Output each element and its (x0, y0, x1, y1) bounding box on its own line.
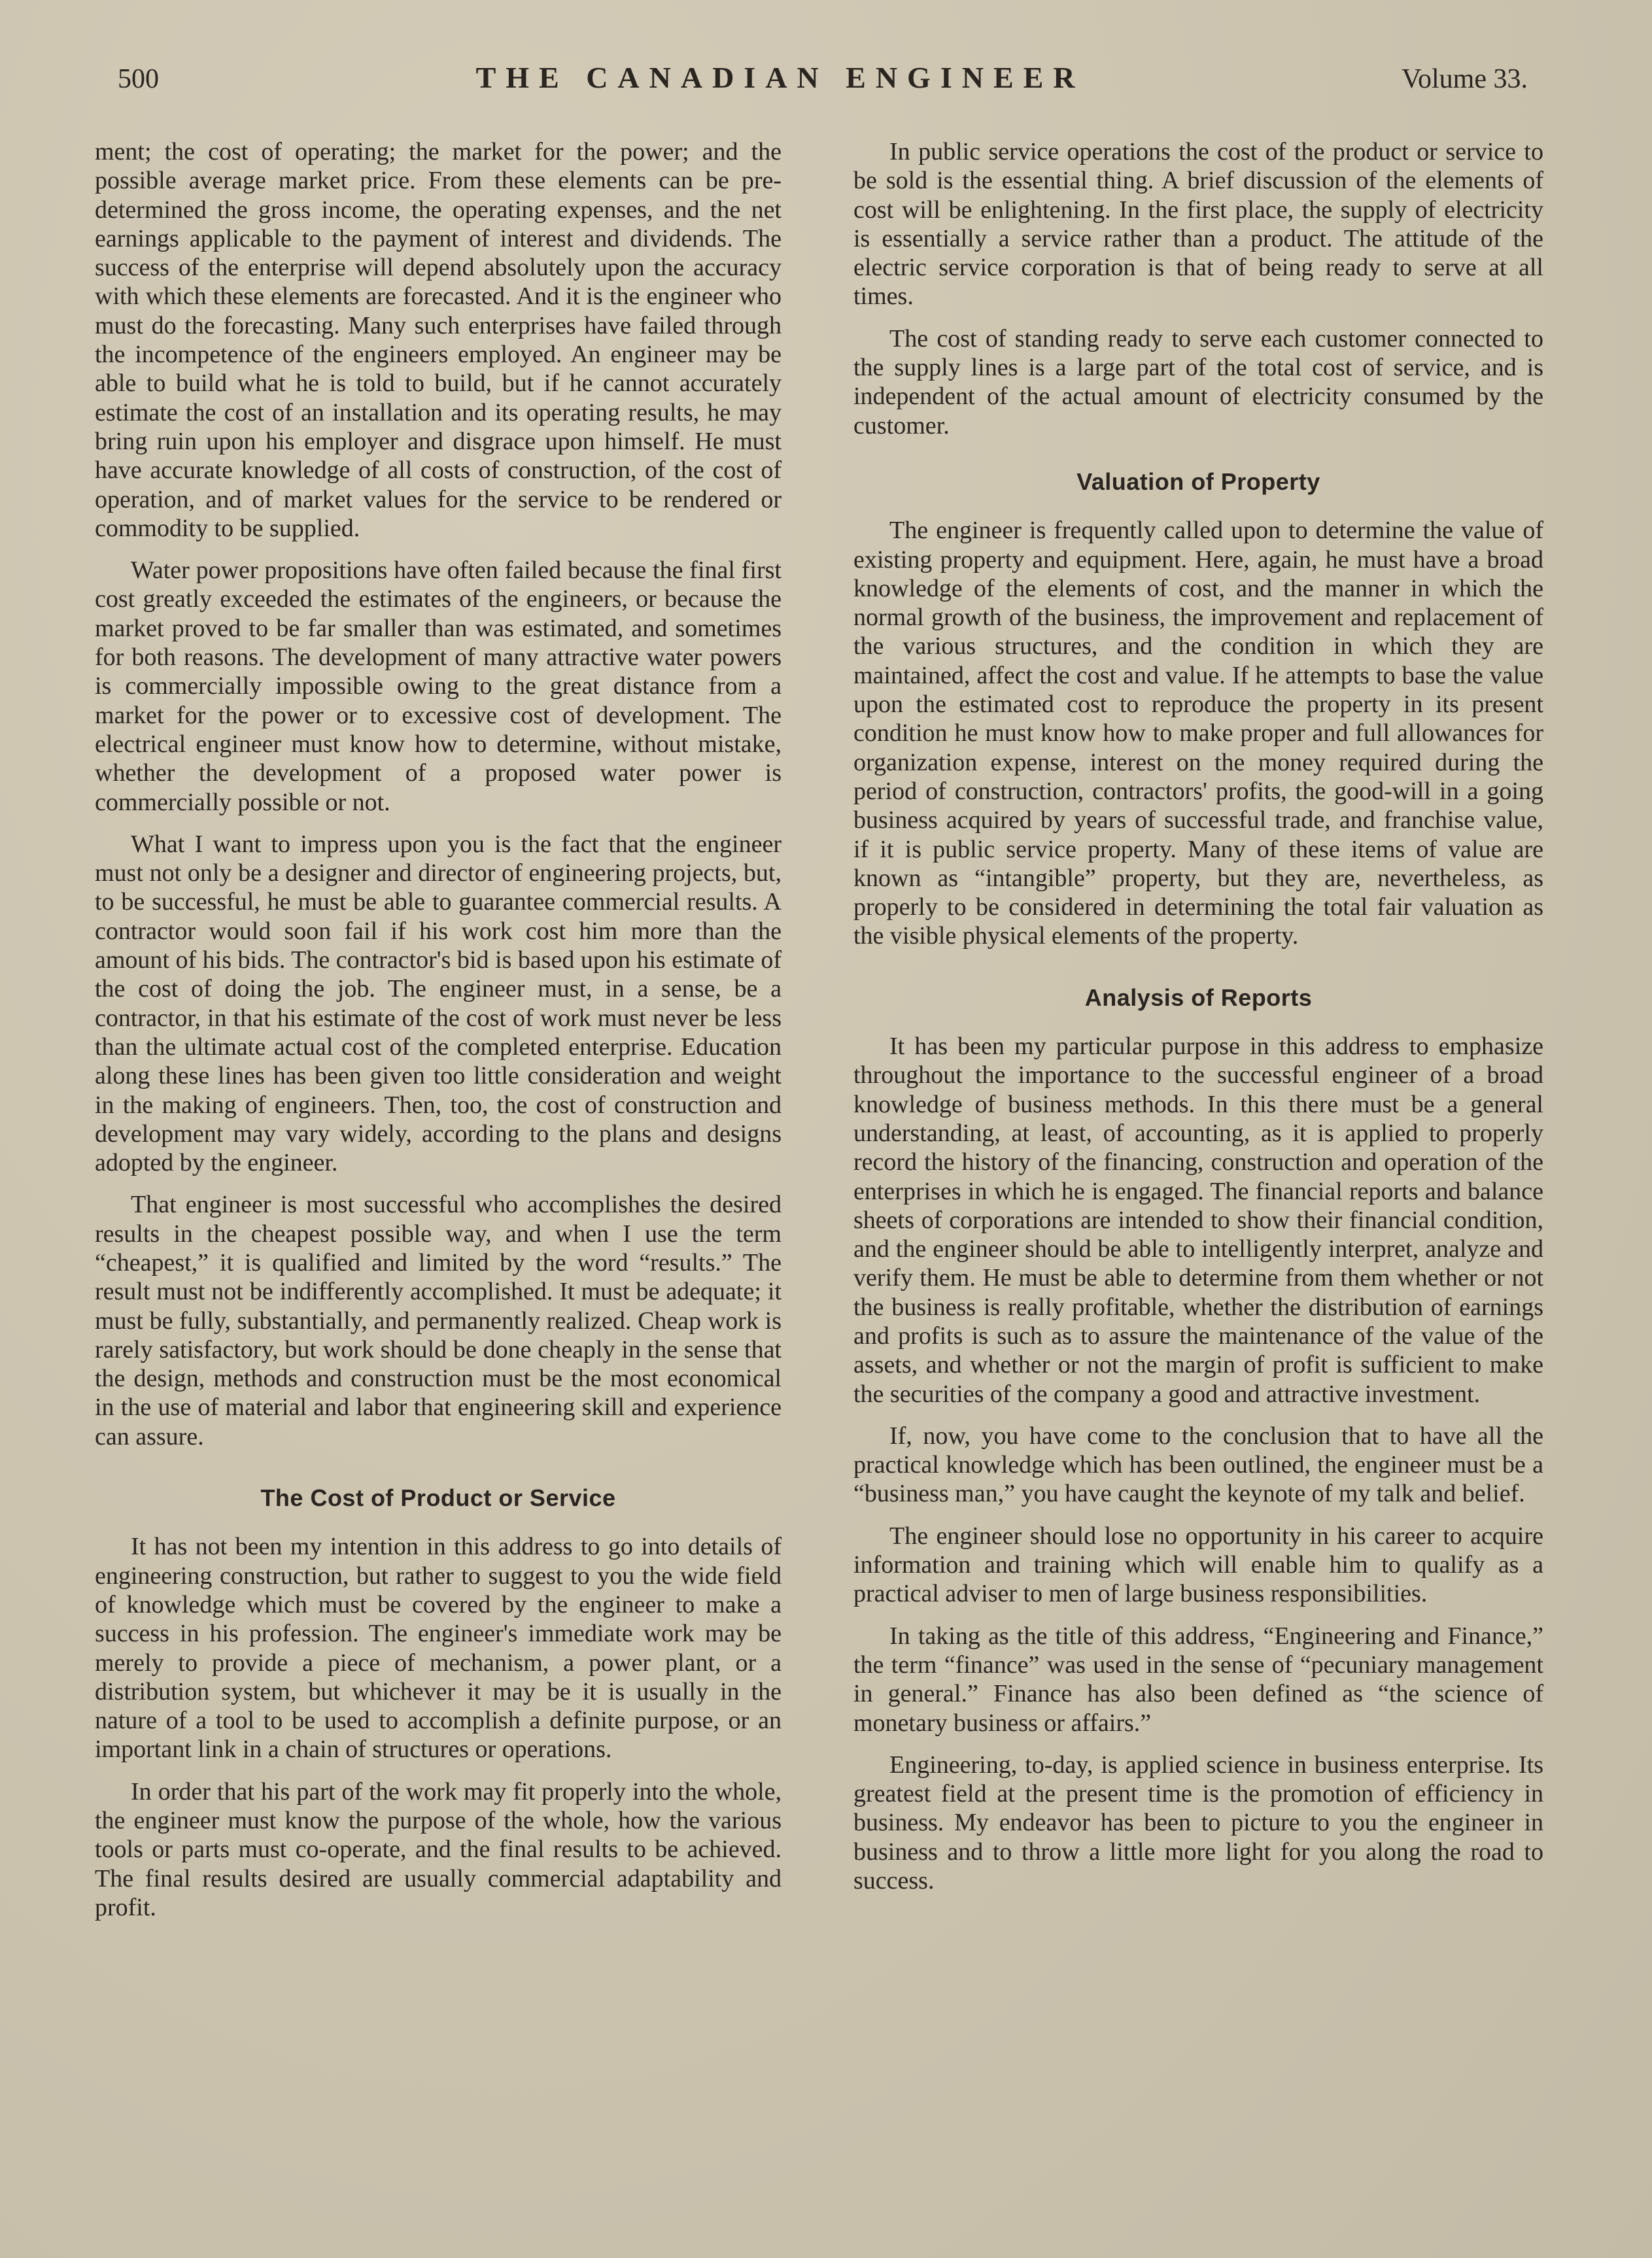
paragraph: That engineer is most successful who accomplishes the desired results in the cheapest possible way, and when I use the term “cheapest,” it is qualified and limited by the word “results.” The result must not be indifferently accomplished. It must be adequate; it must be fully, substantially, and permanently realized. Cheap work is rarely satisfactory, but work should be done cheaply in the sense that the design, methods and construction must be the most economical in the use of material and labor that engineering skill and experience can assure. (95, 1191, 782, 1450)
paragraph: The engineer is frequently called upon to determine the value of existing property and equipment. Here, again, he must have a broad knowledge of the elements of cost, and the manner in which the normal growth of the business, the improvement and replacement of the various structures, and the condition in which they are maintained, affect the cost and value. If he attempts to base the value upon the estimated cost to reproduce the property in its present condition he must know how to make proper and full allowances for organization expense, interest on the money required during the period of construction, contractors' profits, the good-will in a going business acquired by years of successful trade, and franchise value, if it is public service property. Many of these items of value are known as “intangible” property, but they are, nevertheless, as properly to be considered in determining the total fair valuation as the visible physical elements of the property. (853, 517, 1543, 950)
paragraph: Water power propositions have often failed because the final first cost greatly exceeded the estimates of the engineers, or because the market proved to be far smaller than was estimated, and sometimes for both reasons. The development of many attractive water powers is commercially impossible owing to the great distance from a market for the power or to excessive cost of development. The electrical engineer must know how to determine, without mistake, whether the development of a proposed water power is commercially possible or not. (95, 556, 782, 816)
paragraph: What I want to impress upon you is the fact that the engineer must not only be a designer and director of engineering projects, but, to be successful, he must be able to guarantee commercial results. A contractor would soon fail if his work cost him more than the amount of his bids. The contractor's bid is based upon his estimate of the cost of doing the job. The engineer must, in a sense, be a contractor, in that his estimate of the cost of work must never be less than the ultimate actual cost of the completed enterprise. Education along these lines has been given too little consideration and weight in the making of engineers. Then, too, the cost of construction and development may vary widely, according to the plans and designs adopted by the engineer. (95, 830, 782, 1177)
paragraph: The engineer should lose no opportunity in his career to acquire information and training which will enable him to qualify as a practical adviser to men of large business responsibilities. (853, 1522, 1543, 1608)
journal-title: THE CANADIAN ENGINEER (475, 61, 1085, 94)
paragraph: Engineering, to-day, is applied science in business enterprise. Its greatest field at the present time is the promotion of efficiency in business. My endeavor has been to picture to you the engineer in business and to throw a little more light for you along the road to success. (853, 1751, 1543, 1895)
right-column (853, 137, 1543, 1908)
page-number: 500 (118, 64, 159, 94)
paragraph: In taking as the title of this address, “Engineering and Finance,” the term “finance” was used in the sense of “pecuniary management in general.” Finance has also been defined as “the science of monetary business or affairs.” (853, 1622, 1543, 1737)
paragraph: The cost of standing ready to serve each customer connected to the supply lines is a large part of the total cost of service, and is independent of the actual amount of electricity consumed by the customer. (853, 324, 1543, 439)
paragraph: It has been my particular purpose in this address to emphasize throughout the importance to the successful engineer of a broad knowledge of business methods. In this there must be a general understanding, at least, of accounting, as it is applied to properly record the history of the financing, construction and operation of the enterprises in which he is engaged. The financial reports and balance sheets of corporations are intended to show their financial condition, and the engineer should be able to intelligently interpret, analyze and verify them. He must be able to determine from them whether or not the business is really profitable, whether the distribution of earnings and profits is such as to assure the maintenance of the value of the assets, and whether or not the margin of profit is sufficient to make the securities of the company a good and attractive investment. (853, 1033, 1543, 1408)
left-column (95, 137, 782, 1935)
paragraph: ment; the cost of operating; the market for the power; and the possible average market price. From these elements can be pre-determined the gross income, the operating expenses, and the net earnings applicable to the payment of interest and dividends. The success of the enterprise will depend absolutely upon the accuracy with which these elements are forecasted. And it is the engineer who must do the forecasting. Many such enterprises have failed through the incompetence of the engineers employed. An engineer may be able to build what he is told to build, but if he cannot accurately estimate the cost of an installation and its operating results, he may bring ruin upon his employer and disgrace upon himself. He must have accurate knowledge of all costs of construction, of the cost of operation, and of market values for the service to be rendered or commodity to be supplied. (95, 138, 782, 542)
page-header (118, 60, 1528, 106)
volume-label: Volume 33. (1402, 64, 1528, 94)
section-heading: Valuation of Property (1076, 468, 1320, 495)
paragraph: In public service operations the cost of the product or service to be sold is the essential thing. A brief discussion of the elements of cost will be enlightening. In the first place, the supply of electricity is essentially a service rather than a product. The attitude of the electric service corporation is that of being ready to serve at all times. (853, 138, 1543, 311)
paragraph: In order that his part of the work may fit properly into the whole, the engineer must know the purpose of the whole, how the various tools or parts must co-operate, and the final results to be achieved. The final results desired are usually commercial adaptability and profit. (95, 1777, 782, 1921)
section-heading: Analysis of Reports (1084, 984, 1313, 1011)
paragraph: It has not been my intention in this address to go into details of engineering construction, but rather to suggest to you the wide field of knowledge which must be covered by the engineer to make a success in his profession. The engineer's immediate work may be merely to provide a piece of mechanism, a power plant, or a distribution system, but whichever it may be it is usually in the nature of a tool to be used to accomplish a definite purpose, or an important link in a chain of structures or operations. (95, 1533, 782, 1764)
section-heading: The Cost of Product or Service (260, 1484, 616, 1512)
paragraph: If, now, you have come to the conclusion that to have all the practical knowledge which has been outlined, the engineer must be a “business man,” you have caught the keynote of my talk and belief. (853, 1422, 1543, 1508)
